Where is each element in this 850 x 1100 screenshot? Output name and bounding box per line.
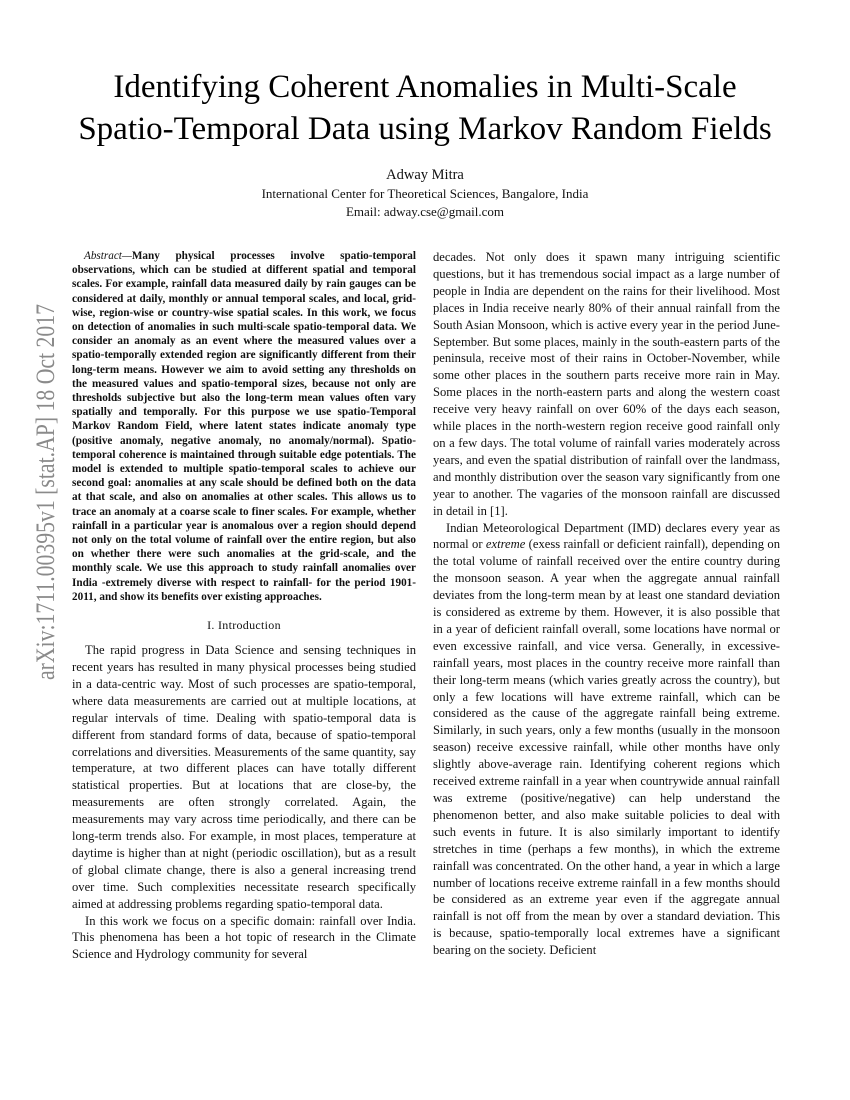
left-column — [72, 249, 416, 963]
intro-paragraph-1: The rapid progress in Data Science and sensing techniques in recent years has resulted in many physical processes being studied in a data-centric way. Most of such processes are spatio-temporal, where data measurements are carried out at multiple locations, at regular intervals of time. Dealing with spatio-temporal data is different from standard forms of data, because of spatio-temporal correlations and diversities. Measurements of the same quantity, say temperature, at two different places can have totally different statistical properties. But at locations that are close-by, the measurements are often strongly correlated. Again, the measurements may vary across time periodically, and there can be long-term trends also. For example, in most places, temperature at daytime is higher than at night (periodic oscillation), but as a result of global climate change, there is also a general increasing trend over time. Such complexities necessitate research specifically aimed at addressing problems regarding spatio-temporal data. — [72, 643, 416, 911]
intro-paragraph-2: In this work we focus on a specific domain: rainfall over India. This phenomena has been a hot topic of research in the Climate Science and Hydrology community for several — [72, 913, 416, 962]
abstract-text: Many physical processes involve spatio-temporal observations, which can be studied at different spatial and temporal scales. For example, rainfall data measured daily by rain gauges can be considered at daily, monthly or annual temporal scales, and local, grid-wise, region-wise or country-wise spatial scales. In this work, we focus on detection of anomalies in such multi-scale spatio-temporal data. We consider an anomaly as an event where the measured values over a spatio-temporally extended region are significantly different from their long-term means. However we aim to avoid setting any thresholds on the measured values and spatio-temporal sizes, because not only are thresholds subjective but also the long-term mean values often vary spatially and temporally. For this purpose we use spatio-Temporal Markov Random Field, where latent states indicate anomaly type (positive anomaly, negative anomaly, no anomaly/normal). Spatio-temporal coherence is maintained through suitable edge potentials. The model is extended to multiple spatio-temporal scales to achieve our second goal: anomalies at any scale should be defined both on the data at that scale, and also on anomalies at other scales. This allows us to trace an anomaly at a coarse scale to finer scales. For example, whether rainfall in a particular year is anomalous over a region should depend not only on the total volume of rainfall over the entire region, but also on whether there were such anomalies at the grid-scale, and the monthly scale. We use this approach to study rainfall anomalies over India -extremely diverse with respect to rainfall- for the period 1901-2011, and show its benefits over existing approaches. — [72, 250, 416, 603]
author-email: Email: adway.cse@gmail.com — [345, 204, 505, 219]
abstract — [72, 249, 416, 604]
paragraph-4-emphasis: extreme — [485, 537, 526, 552]
right-column — [433, 249, 780, 959]
paragraph-4-part-b: (exess rainfall or deficient rainfall), depending on the total volume of rainfall received over the entire country during the monsoon season. A year when the aggregate annual rainfall deviates from the long-term mean by at least one standard deviation is considered as extreme by them. However, it is also possible that in a year of deficient rainfall overall, some locations have normal or even excessive rainfall, and vice versa. Generally, in excessive-rainfall years, most places in the country receive more rainfall than their long-term means (which varies greatly across the country), but only a few locations will have extreme rainfall, which can be considered as the cause of the aggregate rainfall being extreme. Similarly, in such years, only a few months (usually in the monsoon season) receive excessive rainfall, while other months have only slightly above-average rain. Identifying coherent regions which received extreme rainfall in a year when countrywide annual rainfall was extreme (positive/negative) can help understand the phenomenon better, and also make suitable policies to deal with such events in future. It is also similarly important to identify stretches in time (perhaps a few months), in which the extreme rainfall was concentrated. On the other hand, a year in which a large number of locations receive extreme rainfall in a few months should be considered as an extreme year even if the aggregate annual rainfall is not off from the mean by over a standard deviation. This is because, spatio-temporally local extremes have a significant bearing on the society. Deficient — [433, 537, 780, 958]
author-affiliation: International Center for Theoretical Sciences, Bangalore, India — [261, 186, 589, 201]
author-name: Adway Mitra — [386, 167, 464, 183]
arxiv-stamp-text: arXiv:1711.00395v1 [stat.AP] 18 Oct 2017 — [31, 300, 60, 680]
arxiv-identifier-stamp — [20, 300, 68, 680]
paper-title — [60, 66, 790, 150]
intro-paragraph-3: decades. Not only does it spawn many intriguing scientific questions, but it has tremendous social impact as a large number of people in India are dependent on the rains for their livelihood. Most places in India receive nearly 80% of their annual rainfall from the South Asian Monsoon, which is active every year in the period June-September. But some places, mainly in the south-eastern parts of the peninsula, receive most of their rains in October-November, while some other places in the southern parts receive more rain in May. Some places in the north-eastern parts and along the western coast receive very heavy rainfall on over 60% of the days each season, while places in the north-western region receive good rainfall only on a few days. The total volume of rainfall varies moderately across years, and even the spatial distribution of rainfall over the landmass, and monthly distribution over the season vary significantly from one year to another. The vagaries of the monsoon rainfall are discussed in detail in [1]. — [433, 250, 780, 518]
intro-paragraph-4 — [433, 520, 780, 960]
section-heading-introduction: I. Introduction — [207, 618, 281, 633]
abstract-lead: Abstract— — [84, 250, 132, 262]
title-line-2: Spatio-Temporal Data using Markov Random Fields — [78, 111, 772, 147]
paragraph-4-part-a: Indian Meteorological Department (IMD) declares every year as normal or — [433, 520, 780, 552]
title-line-1: Identifying Coherent Anomalies in Multi-Scale — [113, 69, 737, 105]
